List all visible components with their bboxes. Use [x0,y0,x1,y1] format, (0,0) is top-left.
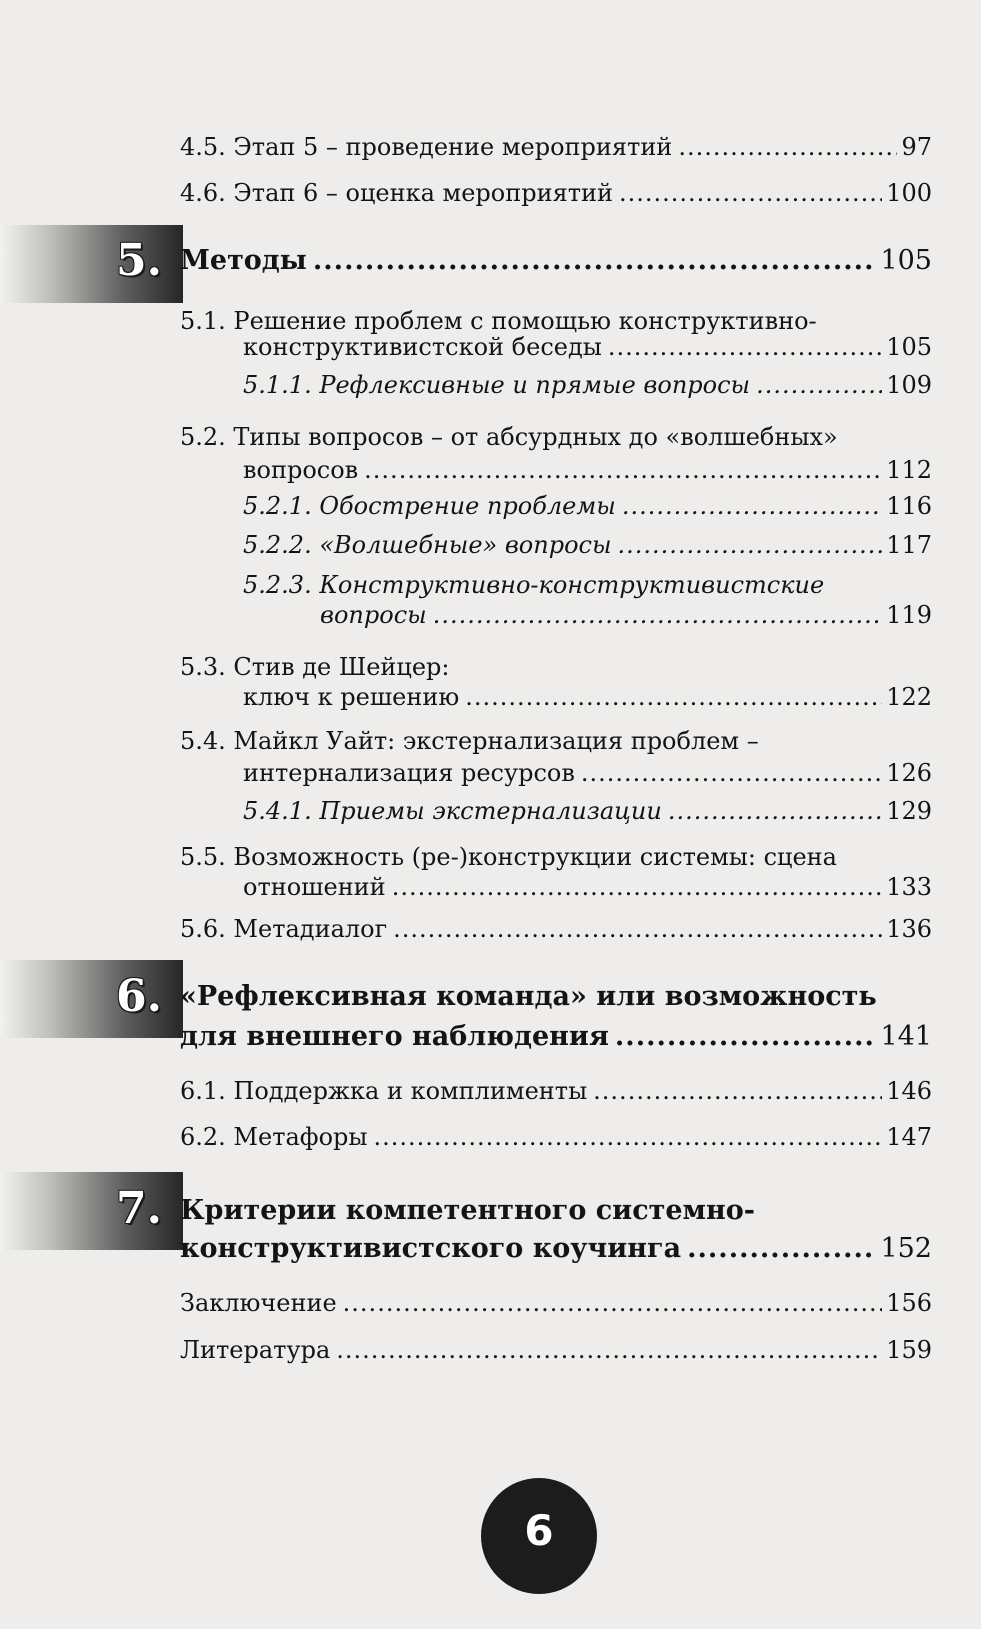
toc-entry-5-4-line1 [180,726,759,756]
toc-chapter-6-line1 [180,980,877,1014]
toc-entry-title: 5.2.2. «Волшебные» вопросы [243,531,612,559]
toc-entry-title: Литература [180,1336,331,1364]
toc-entry-literature [180,1335,932,1365]
toc-page-number: 112 [886,456,932,484]
leader-dots [618,530,883,560]
toc-page-number: 159 [886,1336,932,1364]
toc-entry-5-5-line1 [180,842,837,872]
toc-entry-title: 6.1. Поддержка и комплименты [180,1077,588,1105]
chapter-5-number: 5. [116,235,162,286]
toc-page-number: 156 [886,1289,932,1317]
toc-entry-title: конструктивистской беседы [243,333,602,361]
toc-entry-title: вопросов [243,456,359,484]
leader-dots [593,1076,882,1106]
leader-dots [364,455,882,485]
chapter-6-number: 6. [116,971,162,1022]
toc-page-number: 146 [886,1077,932,1105]
toc-page-number: 129 [886,797,932,825]
leader-dots [756,370,882,400]
chapter-title: конструктивистского коучинга [180,1233,682,1264]
toc-entry-4-6 [180,178,932,208]
toc-entry-title: 5.5. Возможность (ре-)конструкции системы: сцена [180,843,837,871]
chapter-title: Критерии компетентного системно- [180,1195,755,1226]
toc-page-number: 133 [886,873,932,901]
toc-page-number: 97 [901,133,932,161]
toc-entry-title: отношений [243,873,386,901]
leader-dots [433,600,883,630]
toc-entry-6-2 [180,1122,932,1152]
toc-entry-title: 5.2.1. Обострение проблемы [243,492,616,520]
toc-chapter-7 [180,1232,932,1266]
toc-entry-title: 5.2. Типы вопросов – от абсурдных до «волшебных» [180,423,838,451]
toc-entry-title: 5.4.1. Приемы экстернализации [243,797,662,825]
toc-entry-5-5 [243,872,932,902]
chapter-title: для внешнего наблюдения [180,1021,609,1052]
leader-dots [622,491,882,521]
toc-entry-5-3 [243,682,932,712]
toc-entry-4-5 [180,132,932,162]
toc-page-number: 105 [880,245,932,276]
toc-entry-5-2-3-line1 [243,570,824,600]
chapter-title: «Рефлексивная команда» или возможность [180,981,877,1012]
toc-entry-5-4 [243,758,932,788]
page-number: 6 [524,1506,554,1555]
chapter-title: Методы [180,245,307,276]
leader-dots [313,244,877,278]
leader-dots [668,796,882,826]
chapter-7-number: 7. [116,1183,162,1234]
toc-page-number: 117 [886,531,932,559]
toc-entry-5-2-3 [320,600,932,630]
toc-page-number: 141 [880,1021,932,1052]
toc-page-number: 152 [880,1233,932,1264]
toc-entry-title: ключ к решению [243,683,460,711]
toc-entry-title: вопросы [320,601,427,629]
toc-entry-title: 4.6. Этап 6 – оценка мероприятий [180,179,613,207]
toc-entry-title: 5.4. Майкл Уайт: экстернализация проблем – [180,727,759,755]
leader-dots [465,682,882,712]
toc-entry-title: Заключение [180,1289,337,1317]
toc-page-number: 136 [886,915,932,943]
leader-dots [374,1122,883,1152]
toc-chapter-5 [180,244,932,278]
leader-dots [687,1232,876,1266]
leader-dots [581,758,882,788]
toc-entry-5-2-line1 [180,422,838,452]
toc-entry-title: 5.2.3. Конструктивно-конструктивистские [243,571,825,599]
leader-dots [619,178,882,208]
toc-entry-5-1 [243,332,932,362]
toc-page-number: 109 [886,371,932,399]
leader-dots [343,1288,883,1318]
leader-dots [615,1020,877,1054]
toc-entry-title: 5.6. Метадиалог [180,915,388,943]
toc-entry-title: 4.5. Этап 5 – проведение мероприятий [180,133,673,161]
toc-entry-6-1 [180,1076,932,1106]
toc-page-number: 147 [886,1123,932,1151]
toc-page-number: 116 [886,492,932,520]
toc-entry-title: интернализация ресурсов [243,759,575,787]
leader-dots [678,132,897,162]
toc-entry-title: 6.2. Метафоры [180,1123,368,1151]
toc-page-number: 100 [886,179,932,207]
toc-entry-5-4-1 [243,796,932,826]
toc-entry-conclusion [180,1288,932,1318]
toc-entry-title: 5.1.1. Рефлексивные и прямые вопросы [243,371,751,399]
toc-page-number: 119 [886,601,932,629]
toc-entry-5-1-1 [243,370,932,400]
toc-entry-5-3-line1 [180,652,449,682]
leader-dots [392,872,883,902]
toc-page-number: 126 [886,759,932,787]
leader-dots [393,914,882,944]
toc-entry-title: 5.3. Стив де Шейцер: [180,653,450,681]
toc-entry-5-2-1 [243,491,932,521]
toc-entry-5-2 [243,455,932,485]
toc-page-number: 122 [886,683,932,711]
toc-page-number: 105 [886,333,932,361]
toc-entry-5-6 [180,914,932,944]
leader-dots [336,1335,882,1365]
toc-chapter-6 [180,1020,932,1054]
toc-chapter-7-line1 [180,1194,755,1228]
toc-entry-5-2-2 [243,530,932,560]
toc-entry-title: 5.1. Решение проблем с помощью конструктивно- [180,307,817,335]
leader-dots [608,332,882,362]
